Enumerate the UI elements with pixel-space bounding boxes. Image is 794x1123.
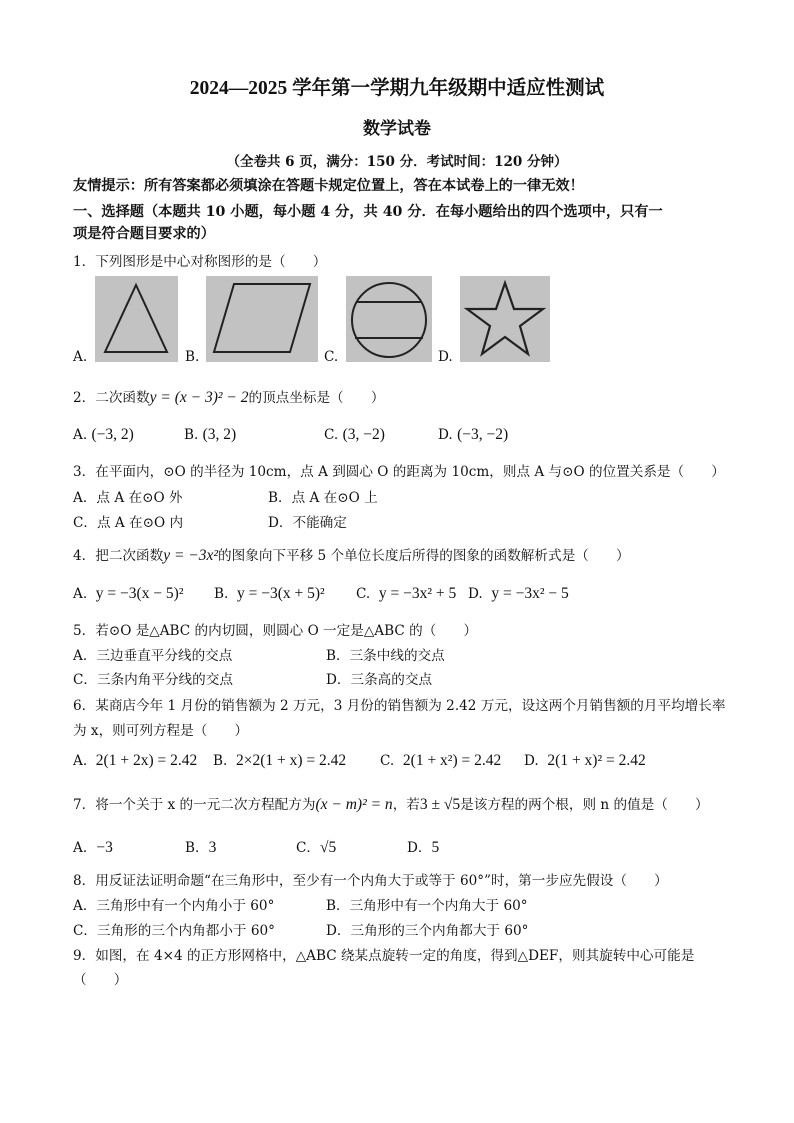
q5-option-b: B．三条中线的交点 — [326, 648, 445, 664]
q5-option-d: D．三条高的交点 — [326, 672, 433, 688]
q8-option-d: D．三角形的三个内角都大于 60° — [326, 923, 529, 939]
q2-option-d: D. (−3, −2) — [438, 426, 509, 443]
q7-formula-2: 3 ± √5 — [419, 796, 461, 813]
section-heading-line1: 一、选择题（本题共 10 小题，每小题 4 分，共 40 分．在每小题给出的四个选项中，只有一 — [73, 204, 663, 220]
q4-option-d: D. y = −3x² − 5 — [468, 585, 569, 602]
q1-option-d-label: D. — [438, 349, 453, 365]
q2-formula: y = (x − 3)² − 2 — [149, 389, 249, 406]
q4-option-b: B. y = −3(x + 5)² — [214, 585, 325, 602]
q8-option-a: A．三角形中有一个内角小于 60° — [73, 898, 275, 914]
exam-subtitle: 数学试卷 — [363, 119, 431, 139]
q4-option-c: C. y = −3x² + 5 — [356, 585, 457, 602]
q7-option-d: D．5 — [407, 839, 440, 856]
q5-option-c: C．三条内角平分线的交点 — [73, 672, 233, 688]
q3-option-d: D．不能确定 — [268, 515, 347, 531]
q8-option-c: C．三角形的三个内角都小于 60° — [73, 923, 275, 939]
q1-stem: 1．下列图形是中心对称图形的是（ ） — [73, 254, 327, 270]
q2-option-a: A. (−3, 2) — [73, 426, 134, 443]
star-icon — [460, 276, 550, 362]
q6-stem-line1: 6．某商店今年 1 月份的销售额为 2 万元，3 月份的销售额为 2.42 万元，设这两个月销售额的月平均增长率 — [73, 698, 726, 714]
q2-stem: 2．二次函数y = (x − 3)² − 2的顶点坐标是（ ） — [73, 389, 385, 406]
q1-option-a-label: A. — [73, 349, 88, 365]
q7-option-b: B．3 — [185, 839, 217, 856]
q3-stem: 3．在平面内，⊙O 的半径为 10cm，点 A 到圆心 O 的距离为 10cm，则点 A 与⊙O 的位置关系是（ ） — [73, 464, 725, 480]
exam-info: （全卷共 6 页，满分：150 分．考试时间：120 分钟） — [226, 154, 568, 170]
q6-option-a: A. 2(1 + 2x) = 2.42 — [73, 752, 198, 769]
q5-stem: 5．若⊙O 是△ABC 的内切圆，则圆心 O 一定是△ABC 的（ ） — [73, 623, 478, 639]
q6-stem-line2: 为 x，则可列方程是（ ） — [73, 723, 249, 739]
parallelogram-icon — [206, 276, 318, 362]
q8-stem: 8．用反证法证明命题“在三角形中，至少有一个内角大于或等于 60°”时，第一步应先假设（ ） — [73, 873, 668, 889]
triangle-icon — [95, 276, 178, 362]
q7-formula-1: (x − m)² = n — [315, 796, 393, 813]
q3-option-b: B．点 A 在⊙O 上 — [268, 490, 378, 506]
exam-title: 2024—2025 学年第一学期九年级期中适应性测试 — [189, 78, 605, 99]
q5-option-a: A．三边垂直平分线的交点 — [73, 648, 233, 664]
q7-option-a: A．−3 — [73, 839, 113, 856]
circle-with-chords-icon — [346, 276, 432, 362]
q3-option-c: C．点 A 在⊙O 内 — [73, 515, 184, 531]
q4-option-a: A. y = −3(x − 5)² — [73, 585, 184, 602]
q2-option-b: B. (3, 2) — [184, 426, 237, 443]
q3-option-a: A．点 A 在⊙O 外 — [73, 490, 183, 506]
q1-option-c-label: C. — [324, 349, 339, 365]
q4-stem: 4．把二次函数y = −3x²的图象向下平移 5 个单位长度后所得的图象的函数解析式是（ ） — [73, 547, 630, 564]
q2-option-c: C. (3, −2) — [324, 426, 385, 443]
q4-formula: y = −3x² — [163, 547, 219, 564]
q7-stem: 7．将一个关于 x 的一元二次方程配方为(x − m)² = n，若3 ± √5是该方程的两个根，则 n 的值是（ ） — [73, 796, 709, 813]
q1-option-b-label: B. — [185, 349, 200, 365]
q7-option-c: C．√5 — [296, 839, 337, 856]
section-heading-line2: 项是符合题目要求的） — [73, 226, 215, 242]
q9-stem-line2: （ ） — [73, 972, 128, 988]
notice: 友情提示：所有答案都必须填涂在答题卡规定位置上，答在本试卷上的一律无效！ — [73, 178, 584, 194]
q6-option-d: D. 2(1 + x)² = 2.42 — [524, 752, 646, 769]
q8-option-b: B．三角形中有一个内角大于 60° — [326, 898, 528, 914]
q9-stem-line1: 9．如图，在 4×4 的正方形网格中，△ABC 绕某点旋转一定的角度，得到△DEF，则其旋转中心可能是 — [73, 948, 695, 964]
q6-option-b: B. 2×2(1 + x) = 2.42 — [213, 752, 347, 769]
q6-option-c: C. 2(1 + x²) = 2.42 — [380, 752, 502, 769]
